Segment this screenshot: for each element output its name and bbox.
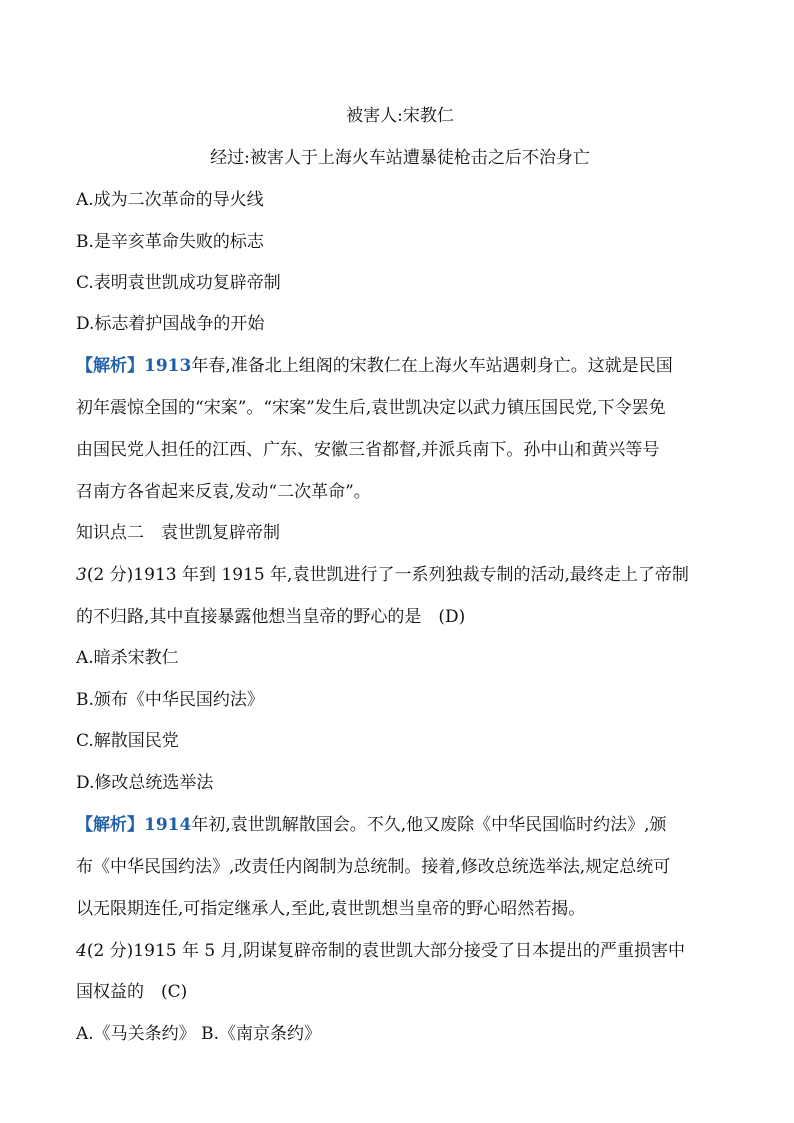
q3-analysis-line-2: 布《中华民国约法》,改责任内阁制为总统制。接着,修改总统选举法,规定总统可: [76, 857, 671, 877]
case-process: 经过:被害人于上海火车站遭暴徒枪击之后不治身亡: [210, 148, 590, 168]
q3-option-d: D.修改总统选举法: [76, 773, 214, 793]
case-victim: 被害人:宋教仁: [346, 106, 454, 126]
question-stem: (2 分)1915 年 5 月,阴谋复辟帝制的袁世凯大部分接受了日本提出的严重损害中: [86, 941, 686, 961]
q3-analysis-line-1: [76, 814, 724, 836]
question-number: 3: [76, 565, 87, 585]
q2-option-d: D.标志着护国战争的开始: [76, 314, 265, 334]
analysis-year: 1914: [144, 815, 192, 835]
q3-option-c: C.解散国民党: [76, 731, 179, 751]
q2-analysis-line-3: 由国民党人担任的江西、广东、安徽三省都督,并派兵南下。孙中山和黄兴等号: [76, 440, 660, 460]
q3-option-b: B.颁布《中华民国约法》: [76, 690, 264, 710]
analysis-text: 年春,准备北上组阁的宋教仁在上海火车站遇刺身亡。这就是民国: [191, 356, 673, 376]
q2-analysis-line-2: 初年震惊全国的“宋案”。“宋案”发生后,袁世凯决定以武力镇压国民党,下令罢免: [76, 398, 666, 418]
q3-analysis-line-3: 以无限期连任,可指定继承人,至此,袁世凯想当皇帝的野心昭然若揭。: [76, 899, 586, 919]
analysis-tag: 【解析】: [76, 356, 144, 376]
analysis-text: 年初,袁世凯解散国会。不久,他又废除《中华民国临时约法》,颁: [191, 815, 667, 835]
q4-stem-line-2: 国权益的 (C): [76, 982, 188, 1002]
question-number: 4: [76, 941, 87, 961]
q4-stem-line-1: [76, 940, 724, 962]
analysis-tag: 【解析】: [76, 815, 144, 835]
q3-option-a: A.暗杀宋教仁: [76, 648, 179, 668]
q2-option-b: B.是辛亥革命失败的标志: [76, 232, 264, 252]
q4-options: A.《马关条约》 B.《南京条约》: [76, 1024, 321, 1044]
q2-option-c: C.表明袁世凯成功复辟帝制: [76, 273, 281, 293]
question-stem: (2 分)1913 年到 1915 年,袁世凯进行了一系列独裁专制的活动,最终走上了帝制: [86, 565, 689, 585]
section-title: 知识点二 袁世凯复辟帝制: [76, 523, 280, 543]
q3-stem-line-2: 的不归路,其中直接暴露他想当皇帝的野心的是 (D): [76, 607, 466, 627]
analysis-year: 1913: [144, 356, 192, 376]
q2-option-a: A.成为二次革命的导火线: [76, 190, 264, 210]
q2-analysis-line-1: [76, 355, 724, 377]
q2-analysis-line-4: 召南方各省起来反袁,发动“二次革命”。: [76, 482, 371, 502]
q3-stem-line-1: [76, 564, 724, 586]
